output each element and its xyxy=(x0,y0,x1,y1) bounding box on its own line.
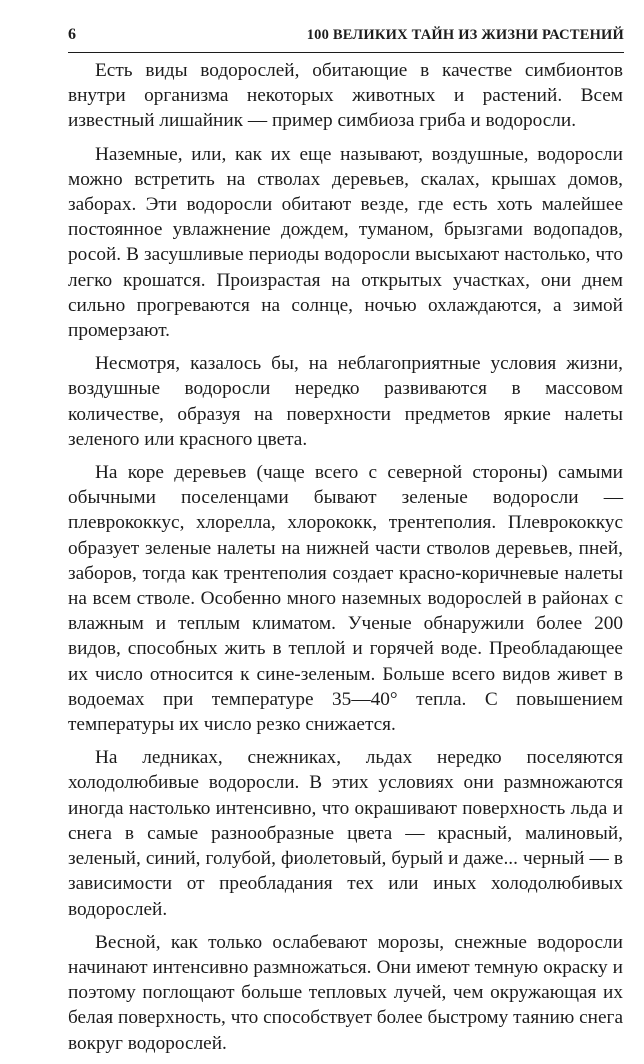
paragraph: Есть виды водорослей, обитающие в качестве симбионтов внутри организма некоторых животных и растений. Всем известный лишайник — пример симбиоза гриба и водоросли. xyxy=(68,60,623,132)
paragraph: Несмотря, казалось бы, на неблагоприятные условия жизни, воздушные водоросли нередко развиваются в массовом количестве, образуя на поверхности предметов яркие налеты зеленого или красного цвета. xyxy=(68,353,623,450)
paragraph: Наземные, или, как их еще называют, воздушные, водоросли можно встретить на стволах деревьев, скалах, крышах домов, заборах. Эти водоросли обитают везде, где есть хоть малейшее постоянное увлажнение дождем, туманом, брызгами водопадов, росой. В засушливые периоды водоросли высыхают настолько, что легко крошатся. Произрастая на открытых участках, они днем сильно прогреваются на солнце, ночью охлаждаются, а зимой промерзают. xyxy=(68,143,623,342)
running-head xyxy=(68,22,624,53)
paragraph: На ледниках, снежниках, льдах нередко поселяются холодолюбивые водоросли. В этих условиях они размножаются иногда настолько интенсивно, что окрашивают поверхность льда и снега в самые разнообразные цвета — красный, малиновый, зеленый, синий, голубой, фиолетовый, бурый и даже... черный — в зависимости от преобладания тех или иных холодолюбивых водорослей. xyxy=(68,747,623,920)
page-number: 6 xyxy=(68,26,76,43)
body-text xyxy=(68,58,623,1064)
paragraph: Весной, как только ослабевают морозы, снежные водоросли начинают интенсивно размножаться. Они имеют темную окраску и поэтому поглощают больше тепловых лучей, чем окружающая их белая поверхность, что способствует более быстрому таянию снега вокруг водорослей. xyxy=(68,931,623,1054)
running-title: 100 ВЕЛИКИХ ТАЙН ИЗ ЖИЗНИ РАСТЕНИЙ xyxy=(306,27,624,43)
paragraph: На коре деревьев (чаще всего с северной стороны) самыми обычными поселенцами бывают зеленые водоросли — плеврококкус, хлорелла, хлорококк, трентеполия. Плеврококкус образует зеленые налеты на нижней части стволов деревьев, пней, заборов, тогда как трентеполия создает красно-коричневые налеты на всем стволе. Особенно много наземных водорослей в районах с влажным и теплым климатом. Ученые обнаружили более 200 видов, способных жить в теплой и горячей воде. Преобладающее их число относится к сине-зеленым. Больше всего видов живет в водоемах при температуре 35—40° тепла. С повышением температуры их число резко снижается. xyxy=(68,462,623,736)
